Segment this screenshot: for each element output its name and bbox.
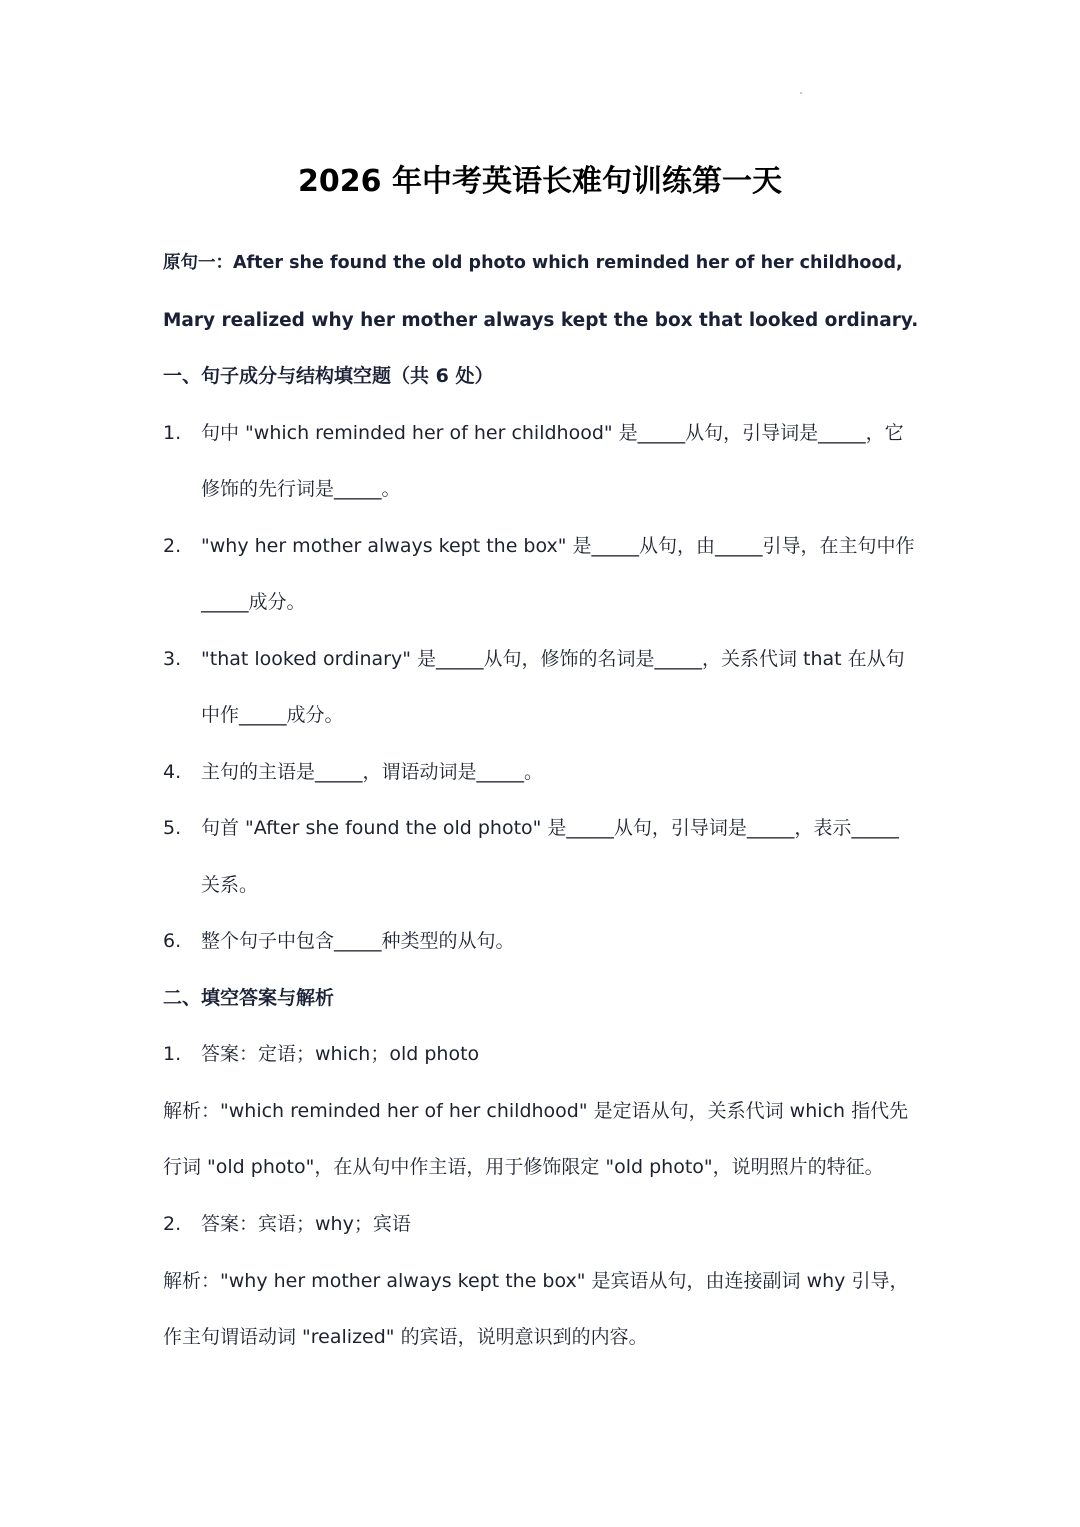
sentence-line-2: Mary realized why her mother always kept the box that looked ordinary.	[163, 310, 919, 331]
question-2-line-2: _____成分。	[201, 591, 306, 613]
analysis-2-line-2: 作主句谓语动词 "realized" 的宾语，说明意识到的内容。	[163, 1326, 648, 1348]
section-1-heading: 一、句子成分与结构填空题（共 6 处）	[163, 365, 494, 387]
analysis-1-line-2: 行词 "old photo"，在从句中作主语，用于修饰限定 "old photo"，说明照片的特征。	[163, 1156, 884, 1178]
question-6-line-1: 整个句子中包含_____种类型的从句。	[201, 930, 515, 952]
question-1-line-1: 句中 "which reminded her of her childhood" 是_____从句，引导词是_____，它	[201, 422, 904, 444]
answer-number: 2.	[163, 1213, 182, 1235]
question-5-line-1: 句首 "After she found the old photo" 是_____从句，引导词是_____，表示_____	[201, 817, 899, 839]
answer-2-text: 答案：宾语；why；宾语	[201, 1213, 411, 1235]
question-number: 6.	[163, 930, 182, 952]
question-4-line-1: 主句的主语是_____，谓语动词是_____。	[201, 761, 544, 783]
analysis-2-line-1: 解析："why her mother always kept the box" 是宾语从句，由连接副词 why 引导，	[163, 1270, 909, 1292]
scan-speck	[800, 92, 802, 94]
question-1-line-2: 修饰的先行词是_____。	[201, 478, 401, 500]
question-5-line-2: 关系。	[201, 874, 259, 896]
question-number: 3.	[163, 648, 182, 670]
question-2-line-1: "why her mother always kept the box" 是_____从句，由_____引导，在主句中作	[201, 535, 915, 557]
question-3-line-2: 中作_____成分。	[201, 704, 344, 726]
sentence-line-1: 原句一：After she found the old photo which reminded her of her childhood,	[163, 253, 903, 273]
question-number: 2.	[163, 535, 182, 557]
question-number: 4.	[163, 761, 182, 783]
answer-number: 1.	[163, 1043, 182, 1065]
question-3-line-1: "that looked ordinary" 是_____从句，修饰的名词是_____，关系代词 that 在从句	[201, 648, 905, 670]
answer-1-text: 答案：定语；which；old photo	[201, 1043, 480, 1065]
section-2-heading: 二、填空答案与解析	[163, 987, 335, 1009]
analysis-1-line-1: 解析："which reminded her of her childhood" 是定语从句，关系代词 which 指代先	[163, 1100, 909, 1122]
page-title: 2026 年中考英语长难句训练第一天	[298, 164, 782, 199]
question-number: 1.	[163, 422, 182, 444]
question-number: 5.	[163, 817, 182, 839]
